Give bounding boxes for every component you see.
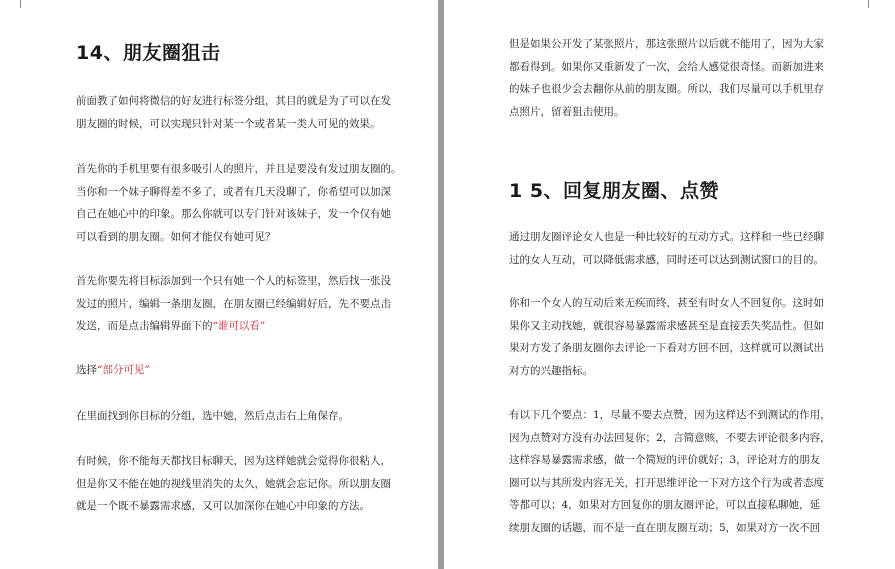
text-line: 但是你又不能在她的视线里消失的太久，她就会忘记你。所以朋友圈	[76, 477, 391, 490]
text-line: 前面教了如何将微信的好友进行标签分组，其目的就是为了可以在发	[76, 95, 391, 107]
text-line	[76, 359, 150, 382]
text-line: 你和一个女人的互动后来无疾而终，甚至有时女人不回复你。这时如	[509, 297, 824, 309]
text-line: 因为点赞对方没有办法回复你；2，言简意赅，不要去评论很多内容，	[509, 431, 831, 444]
text-line: 有时候，你不能每天都找目标聊天，因为这样她就会觉得你很粘人，	[76, 455, 391, 467]
text-line: 自己在她心中的印象。那么你就可以专门针对该妹子，发一个仅有她	[76, 208, 391, 220]
paragraph	[76, 270, 391, 338]
paragraph	[509, 226, 824, 271]
text-line: 果你又主动找她，就很容易暴露需求感甚至是直接丢失奖品性。但如	[509, 319, 824, 332]
text-line: 朋友圈的时候，可以实现只针对某一个或者某一类人可见的效果。	[76, 117, 381, 130]
text-line	[76, 315, 391, 338]
text-line: 可以看到的朋友圈。如何才能仅有她可见？	[76, 230, 276, 243]
highlighted-text: “谁可以看”	[212, 320, 266, 332]
text-line: 当你和一个妹子聊得差不多了，或者有几天没聊了，你希望可以加深	[76, 185, 391, 198]
paragraph	[76, 405, 349, 428]
text-line: 都看得到。如果你又重新发了一次，会给人感觉很奇怪。而新加进来	[509, 60, 824, 73]
section-heading: 1 5、回复朋友圈、点赞	[509, 180, 720, 202]
paragraph	[509, 33, 824, 123]
text-segment: 选择	[76, 364, 97, 376]
text-line: 等都可以；4，如果对方回复你的朋友圈评论，可以直接私聊她，延	[509, 499, 821, 511]
text-line: 过的女人互动，可以降低需求感，同时还可以达到测试窗口的目的。	[509, 253, 824, 266]
text-line: 发过的照片，编辑一条朋友圈，在朋友圈已经编辑好后，先不要点击	[76, 297, 391, 310]
paragraph	[76, 158, 402, 248]
text-line: 续朋友圈的话题，而不是一直在朋友圈互动；5，如果对方一次不回	[509, 521, 821, 534]
paragraph	[76, 450, 391, 518]
paragraph	[509, 292, 824, 382]
text-line: 这样容易暴露需求感，做一个简短的评价就好；3，评论对方的朋友	[509, 454, 821, 466]
section-heading: 14、朋友圈狙击	[76, 42, 221, 64]
paragraph	[76, 90, 391, 135]
highlighted-text: “部分可见”	[97, 364, 150, 376]
text-line: 有以下几个要点：1，尽量不要去点赞，因为这样达不到测试的作用，	[509, 409, 831, 421]
paragraph	[509, 404, 831, 539]
document-page-right	[444, 0, 895, 569]
text-line: 圈可以与其所发内容无关，打开思维评论一下对方这个行为或者态度	[509, 476, 824, 489]
text-line: 的妹子也很少会去翻你从前的朋友圈。所以，我们尽量可以手机里存	[509, 83, 824, 95]
text-line: 就是一个既不暴露需求感，又可以加深你在她心中印象的方法。	[76, 500, 370, 512]
text-line: 在里面找到你目标的分组，选中她，然后点击右上角保存。	[76, 410, 349, 422]
text-line: 果对方发了条朋友圈你去评论一下看对方回不回，这样就可以测试出	[509, 342, 824, 354]
text-line: 通过朋友圈评论女人也是一种比较好的互动方式。这样和一些已经聊	[509, 231, 824, 243]
text-segment: 发送，而是点击编辑界面下的	[76, 320, 213, 332]
text-line: 首先你的手机里要有很多吸引人的照片，并且是要没有发过朋友圈的。	[76, 163, 402, 175]
document-page-left	[0, 0, 438, 569]
text-line: 首先你要先将目标添加到一个只有她一个人的标签里，然后找一张没	[76, 275, 391, 287]
paragraph	[76, 359, 150, 382]
text-line: 但是如果公开发了某张照片，那这张照片以后就不能用了，因为大家	[509, 38, 824, 50]
text-line: 点照片，留着狙击使用。	[509, 105, 625, 118]
text-line: 对方的兴趣指标。	[509, 364, 593, 377]
